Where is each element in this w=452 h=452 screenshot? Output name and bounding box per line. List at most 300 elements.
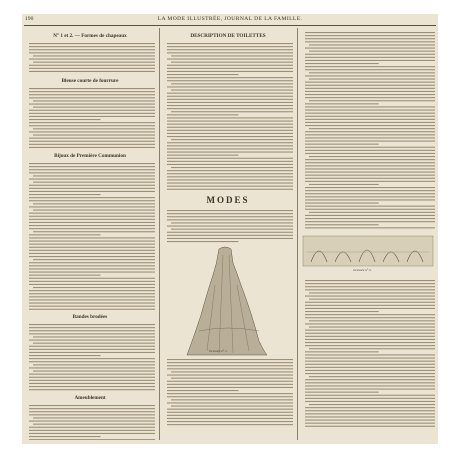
text-line bbox=[167, 384, 293, 385]
text-line bbox=[309, 79, 435, 80]
text-line bbox=[167, 403, 293, 404]
text-line bbox=[171, 55, 293, 56]
text-line bbox=[33, 128, 155, 129]
text-line bbox=[167, 158, 293, 159]
text-line bbox=[29, 411, 155, 412]
text-line bbox=[305, 168, 435, 169]
text-line bbox=[167, 375, 293, 376]
text-line bbox=[305, 305, 435, 306]
text-line bbox=[29, 340, 155, 341]
text-lines bbox=[305, 278, 435, 428]
text-line bbox=[305, 119, 435, 120]
text-line bbox=[305, 97, 435, 98]
text-line bbox=[29, 244, 155, 245]
text-line bbox=[29, 253, 155, 254]
text-line bbox=[167, 238, 293, 239]
text-line bbox=[167, 133, 293, 134]
text-line bbox=[29, 200, 155, 201]
text-line bbox=[305, 361, 435, 362]
text-line bbox=[305, 131, 435, 132]
text-line bbox=[167, 216, 293, 217]
text-line bbox=[305, 106, 435, 107]
text-line bbox=[33, 175, 155, 176]
text-line bbox=[29, 104, 155, 105]
text-line bbox=[167, 74, 239, 75]
text-line bbox=[167, 412, 293, 413]
text-line bbox=[167, 173, 293, 174]
text-line bbox=[29, 46, 155, 47]
text-line bbox=[167, 164, 293, 165]
section-heading-fur: Bleuse courte de fourrure bbox=[61, 78, 119, 84]
text-lines bbox=[167, 208, 293, 244]
text-line bbox=[29, 377, 155, 378]
text-line bbox=[33, 231, 155, 232]
text-line bbox=[305, 389, 435, 390]
text-line bbox=[167, 232, 293, 233]
text-line bbox=[305, 410, 435, 411]
text-line bbox=[29, 43, 155, 44]
text-line bbox=[305, 113, 435, 114]
text-line bbox=[305, 181, 435, 182]
text-line bbox=[167, 369, 293, 370]
column-divider bbox=[297, 28, 298, 440]
text-line bbox=[305, 110, 435, 111]
text-line bbox=[29, 166, 155, 167]
text-line bbox=[305, 221, 435, 222]
text-line bbox=[29, 296, 155, 297]
text-line bbox=[305, 103, 379, 104]
text-line bbox=[167, 71, 293, 72]
text-line bbox=[305, 141, 435, 142]
text-line bbox=[29, 327, 155, 328]
text-line bbox=[305, 147, 435, 148]
text-line bbox=[305, 162, 435, 163]
text-line bbox=[171, 222, 293, 223]
column-middle bbox=[163, 30, 293, 440]
text-line bbox=[305, 354, 435, 355]
text-line bbox=[29, 367, 155, 368]
text-line bbox=[33, 343, 155, 344]
text-line bbox=[33, 417, 155, 418]
text-block bbox=[25, 322, 155, 392]
text-line bbox=[305, 66, 435, 67]
text-line bbox=[305, 190, 435, 191]
text-block bbox=[163, 357, 293, 427]
text-line bbox=[167, 393, 293, 394]
text-line bbox=[305, 416, 435, 417]
text-block bbox=[25, 86, 155, 150]
text-line bbox=[29, 222, 155, 223]
text-line bbox=[29, 290, 155, 291]
text-line bbox=[305, 94, 435, 95]
text-line bbox=[171, 83, 293, 84]
text-line bbox=[167, 424, 293, 425]
text-line bbox=[305, 187, 435, 188]
text-line bbox=[29, 439, 155, 440]
text-lines bbox=[29, 86, 155, 150]
text-line bbox=[29, 206, 155, 207]
text-line bbox=[305, 125, 435, 126]
text-line bbox=[167, 121, 293, 122]
text-line bbox=[29, 110, 155, 111]
text-line bbox=[305, 32, 435, 33]
text-line bbox=[29, 324, 155, 325]
text-line bbox=[167, 415, 293, 416]
text-line bbox=[29, 383, 155, 384]
text-line bbox=[29, 293, 155, 294]
section-heading-embroidery: Bandes brodées bbox=[72, 314, 108, 320]
text-line bbox=[29, 299, 155, 300]
text-line bbox=[167, 213, 293, 214]
text-line bbox=[33, 259, 155, 260]
page-header bbox=[22, 14, 438, 24]
text-line bbox=[305, 150, 435, 151]
text-line bbox=[33, 210, 155, 211]
text-line bbox=[167, 235, 293, 236]
text-line bbox=[305, 38, 435, 39]
text-line bbox=[29, 65, 155, 66]
text-line bbox=[305, 137, 435, 138]
text-line bbox=[29, 330, 155, 331]
text-line bbox=[29, 333, 155, 334]
text-line bbox=[309, 44, 435, 45]
text-line bbox=[305, 75, 435, 76]
text-lines bbox=[29, 322, 155, 392]
text-line bbox=[309, 184, 379, 185]
text-line bbox=[29, 147, 155, 148]
text-line bbox=[167, 142, 293, 143]
text-line bbox=[305, 209, 435, 210]
section-heading-jewels: Bijoux de Première Communion bbox=[54, 153, 126, 159]
text-line bbox=[33, 424, 155, 425]
text-line bbox=[305, 420, 435, 421]
text-line bbox=[305, 85, 435, 86]
text-line bbox=[29, 197, 155, 198]
text-line bbox=[167, 96, 293, 97]
text-line bbox=[305, 385, 435, 386]
text-line bbox=[305, 336, 435, 337]
text-line bbox=[29, 303, 155, 304]
text-line bbox=[305, 175, 435, 176]
text-line bbox=[29, 278, 155, 279]
text-line bbox=[29, 213, 155, 214]
text-line bbox=[167, 86, 293, 87]
text-line bbox=[29, 225, 155, 226]
text-line bbox=[29, 52, 155, 53]
text-line bbox=[305, 88, 435, 89]
text-lines bbox=[305, 30, 435, 230]
text-line bbox=[171, 406, 293, 407]
text-line bbox=[167, 152, 293, 153]
text-line bbox=[29, 59, 155, 60]
text-line bbox=[29, 119, 101, 120]
text-line bbox=[29, 237, 155, 238]
text-line bbox=[171, 167, 293, 168]
text-line bbox=[167, 52, 293, 53]
text-line bbox=[167, 65, 293, 66]
text-line bbox=[305, 60, 435, 61]
text-line bbox=[167, 148, 293, 149]
text-line bbox=[309, 299, 435, 300]
figure-caption: Gravure n° 1. bbox=[209, 349, 228, 354]
text-line bbox=[29, 374, 155, 375]
text-line bbox=[309, 51, 435, 52]
text-line bbox=[29, 306, 155, 307]
text-line bbox=[305, 280, 435, 281]
figure-caption: Gravure n° 2. bbox=[353, 268, 372, 272]
text-line bbox=[305, 379, 435, 380]
text-line bbox=[171, 378, 293, 379]
header-rule bbox=[24, 25, 436, 26]
text-line bbox=[29, 191, 155, 192]
text-line bbox=[29, 421, 155, 422]
text-line bbox=[171, 139, 293, 140]
text-line bbox=[167, 161, 293, 162]
text-line bbox=[309, 100, 435, 101]
text-line bbox=[29, 433, 155, 434]
text-line bbox=[167, 102, 293, 103]
text-line bbox=[309, 376, 435, 377]
text-line bbox=[305, 330, 435, 331]
text-line bbox=[305, 144, 379, 145]
text-line bbox=[29, 349, 155, 350]
text-line bbox=[305, 345, 435, 346]
text-line bbox=[167, 241, 239, 242]
journal-title: LA MODE ILLUSTRÉE, JOURNAL DE LA FAMILLE. bbox=[157, 16, 303, 22]
text-lines bbox=[29, 41, 155, 75]
text-line bbox=[171, 400, 293, 401]
text-line bbox=[305, 178, 435, 179]
text-line bbox=[309, 156, 435, 157]
text-block bbox=[25, 403, 155, 440]
text-line bbox=[309, 128, 435, 129]
text-line bbox=[167, 124, 293, 125]
text-lines bbox=[167, 357, 293, 427]
text-line bbox=[167, 145, 293, 146]
text-line bbox=[305, 364, 435, 365]
text-line bbox=[305, 339, 435, 340]
text-line bbox=[29, 216, 155, 217]
text-line bbox=[171, 372, 293, 373]
text-line bbox=[309, 327, 435, 328]
text-line bbox=[167, 210, 293, 211]
journal-page bbox=[22, 14, 438, 444]
section-heading-modes: MODES bbox=[206, 195, 250, 205]
text-line bbox=[167, 183, 293, 184]
text-line bbox=[33, 135, 155, 136]
text-line bbox=[29, 169, 155, 170]
text-line bbox=[29, 88, 155, 89]
text-line bbox=[29, 361, 155, 362]
text-line bbox=[33, 287, 155, 288]
column-divider bbox=[159, 28, 160, 440]
text-line bbox=[305, 172, 435, 173]
text-line bbox=[29, 122, 155, 123]
text-line bbox=[29, 427, 155, 428]
text-line bbox=[29, 71, 155, 72]
text-lines bbox=[29, 161, 155, 311]
text-line bbox=[305, 283, 435, 284]
text-block bbox=[25, 41, 155, 75]
text-line bbox=[29, 234, 101, 235]
text-line bbox=[305, 41, 435, 42]
text-line bbox=[305, 218, 435, 219]
text-line bbox=[167, 99, 293, 100]
text-line bbox=[305, 159, 435, 160]
text-line bbox=[305, 296, 435, 297]
text-line bbox=[305, 193, 435, 194]
text-line bbox=[33, 182, 155, 183]
text-line bbox=[167, 219, 293, 220]
text-line bbox=[29, 125, 155, 126]
text-line bbox=[305, 57, 435, 58]
text-block bbox=[25, 161, 155, 311]
text-line bbox=[167, 176, 293, 177]
text-line bbox=[29, 179, 155, 180]
text-line bbox=[305, 342, 435, 343]
text-line bbox=[29, 116, 155, 117]
text-line bbox=[167, 366, 293, 367]
text-line bbox=[29, 188, 155, 189]
text-line bbox=[167, 418, 293, 419]
text-line bbox=[305, 333, 435, 334]
text-line bbox=[305, 63, 379, 64]
text-line bbox=[167, 421, 293, 422]
text-line bbox=[33, 203, 155, 204]
gown-illustration bbox=[163, 245, 293, 357]
text-line bbox=[305, 407, 435, 408]
text-line bbox=[33, 62, 155, 63]
text-line bbox=[305, 35, 435, 36]
text-line bbox=[167, 226, 293, 227]
text-line bbox=[305, 401, 435, 402]
text-line bbox=[33, 55, 155, 56]
text-line bbox=[171, 111, 293, 112]
text-line bbox=[167, 127, 293, 128]
text-line bbox=[29, 97, 155, 98]
text-line bbox=[305, 311, 379, 312]
text-line bbox=[167, 43, 293, 44]
text-line bbox=[309, 72, 435, 73]
text-line bbox=[167, 46, 293, 47]
text-line bbox=[167, 390, 239, 391]
figure-gown bbox=[163, 245, 293, 357]
text-line bbox=[305, 69, 435, 70]
text-line bbox=[29, 405, 155, 406]
section-heading-furniture: Ameublement bbox=[74, 395, 106, 401]
text-line bbox=[305, 382, 435, 383]
text-line bbox=[29, 131, 155, 132]
text-line bbox=[167, 170, 293, 171]
text-line bbox=[309, 292, 435, 293]
text-line bbox=[167, 136, 293, 137]
text-line bbox=[29, 185, 155, 186]
text-line bbox=[167, 359, 293, 360]
text-line bbox=[305, 82, 435, 83]
text-line bbox=[167, 93, 293, 94]
text-line bbox=[29, 241, 155, 242]
text-line bbox=[305, 351, 379, 352]
text-line bbox=[167, 108, 293, 109]
text-line bbox=[305, 134, 435, 135]
text-block bbox=[163, 208, 293, 244]
text-line bbox=[33, 371, 155, 372]
text-line bbox=[29, 172, 155, 173]
text-line bbox=[305, 367, 435, 368]
text-line bbox=[167, 155, 239, 156]
text-line bbox=[29, 49, 155, 50]
text-line bbox=[305, 196, 435, 197]
text-line bbox=[171, 229, 293, 230]
text-line bbox=[29, 309, 155, 310]
text-line bbox=[167, 387, 293, 388]
text-line bbox=[305, 426, 435, 427]
text-line bbox=[29, 389, 155, 390]
text-line bbox=[29, 94, 155, 95]
text-line bbox=[309, 320, 435, 321]
column-right bbox=[301, 30, 435, 440]
text-line bbox=[167, 114, 239, 115]
text-line bbox=[305, 289, 435, 290]
text-line bbox=[29, 275, 101, 276]
text-line bbox=[29, 250, 155, 251]
text-line bbox=[29, 281, 155, 282]
text-line bbox=[29, 358, 155, 359]
text-line bbox=[29, 91, 155, 92]
text-line bbox=[29, 256, 155, 257]
text-line bbox=[305, 308, 435, 309]
section-heading-hats: N° 1 et 2. — Formes de chapeaux bbox=[53, 33, 127, 39]
text-line bbox=[305, 392, 379, 393]
text-line bbox=[167, 381, 293, 382]
text-line bbox=[167, 179, 293, 180]
text-line bbox=[167, 80, 293, 81]
text-line bbox=[29, 247, 155, 248]
text-lines bbox=[167, 41, 293, 191]
text-line bbox=[167, 59, 293, 60]
text-line bbox=[29, 414, 155, 415]
text-line bbox=[29, 272, 155, 273]
text-line bbox=[305, 122, 435, 123]
text-line bbox=[305, 203, 379, 204]
text-line bbox=[29, 380, 155, 381]
figure-embroidery bbox=[301, 232, 435, 254]
text-line bbox=[167, 186, 293, 187]
text-line bbox=[305, 302, 435, 303]
text-line bbox=[29, 436, 101, 437]
text-line bbox=[33, 336, 155, 337]
text-line bbox=[167, 77, 293, 78]
text-line bbox=[305, 215, 435, 216]
text-line bbox=[305, 224, 379, 225]
text-line bbox=[167, 68, 293, 69]
column-left bbox=[25, 30, 155, 440]
text-line bbox=[309, 404, 435, 405]
text-line bbox=[29, 141, 155, 142]
text-line bbox=[305, 314, 435, 315]
text-line bbox=[305, 227, 435, 228]
text-line bbox=[309, 348, 435, 349]
text-line bbox=[29, 265, 155, 266]
text-line bbox=[29, 68, 155, 69]
text-line bbox=[305, 323, 435, 324]
text-block bbox=[301, 278, 435, 428]
text-line bbox=[305, 48, 435, 49]
page-number: 190 bbox=[25, 16, 34, 22]
text-line bbox=[29, 138, 155, 139]
text-line bbox=[305, 373, 435, 374]
text-line bbox=[305, 370, 435, 371]
